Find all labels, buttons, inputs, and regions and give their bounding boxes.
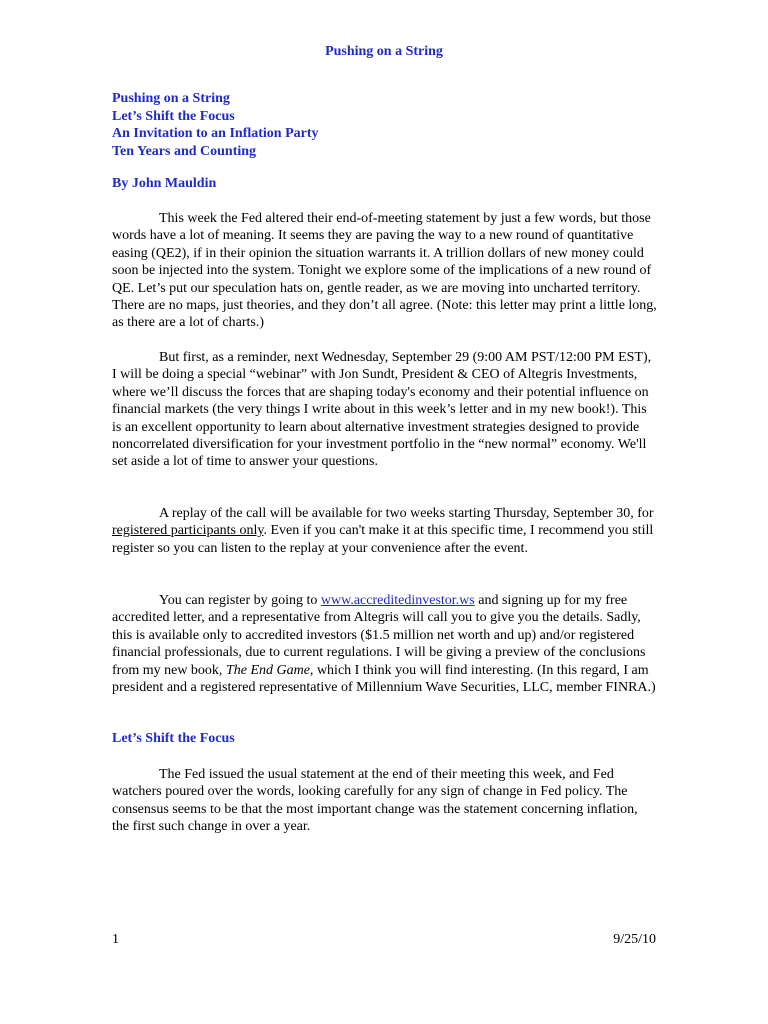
paragraph-webinar (112, 349, 657, 471)
toc-item: Let’s Shift the Focus (112, 108, 235, 124)
section-heading: Let’s Shift the Focus (112, 731, 235, 746)
table-of-contents (112, 90, 319, 160)
paragraph-text (112, 592, 657, 696)
paragraph-fed-statement (112, 766, 657, 836)
toc-item: Pushing on a String (112, 91, 230, 106)
paragraph-register (112, 592, 657, 696)
paragraph-replay (112, 505, 657, 557)
text-run: You can register by going to (159, 593, 321, 608)
paragraph-intro (112, 210, 657, 332)
text-run: which I think you will find interesting. (In this regard, I am president and a registered representative of Millennium Wave Securities, LLC, member FINRA.) (112, 662, 656, 696)
paragraph-text: But first, as a reminder, next Wednesday, September 29 (9:00 AM PST/12:00 PM EST), I will be doing a special “webinar” with Jon Sundt, President & CEO of Altegris Investments, where we’ll discuss the forces that are shaping today's economy and their potential influence on financial markets (the very things I write about in this week’s letter and in my new book!). This is an excellent opportunity to learn about alternative investment strategies designed to provide noncorrelated diversification for your investment portfolio in the “new normal” economy. We'll set aside a lot of time to answer your questions. (112, 350, 652, 470)
paragraph-text (112, 505, 657, 557)
page-header-title: Pushing on a String (325, 44, 443, 59)
text-run: . Even if you can't make it at this specific time, I recommend you still register so you can listen to the replay at your convenience after the event. (112, 523, 654, 556)
paragraph-text: The Fed issued the usual statement at the end of their meeting this week, and Fed watchers poured over the words, looking carefully for any sign of change in Fed policy. The consensus seems to be that the most important change was the statement concerning inflation, the first such change in over a year. (112, 767, 638, 835)
author-byline: By John Mauldin (112, 176, 217, 191)
paragraph-text: This week the Fed altered their end-of-meeting statement by just a few words, but those words have a lot of meaning. It seems they are paving the way to a new round of quantitative easing (QE2), if in their opinion the situation warrants it. A trillion dollars of new money could soon be injected into the system. Tonight we explore some of the implications of a new round of QE. Let’s put our speculation hats on, gentle reader, as we are moving into uncharted territory. There are no maps, just theories, and they don’t all agree. (Note: this letter may print a little long, as there are a lot of charts.) (112, 211, 657, 331)
footer-page-number: 1 (112, 932, 119, 947)
accredited-investor-link[interactable]: www.accreditedinvestor.ws (320, 593, 475, 608)
book-title: The End Game, (225, 662, 314, 678)
footer-date: 9/25/10 (613, 932, 656, 947)
toc-item: Ten Years and Counting (112, 143, 257, 159)
underlined-text: registered participants only (112, 523, 264, 539)
text-run: A replay of the call will be available for two weeks starting Thursday, September 30, for (159, 506, 654, 521)
toc-item: An Invitation to an Inflation Party (112, 126, 319, 141)
text-run: and signing up for my free accredited letter, and a representative from Altegris will call you to give you the details. Sadly, this is available only to accredited investors ($1.5 million net worth and up) and/or registered financial professionals, due to current regulations. I will be giving a preview of the conclusions from my new book, (112, 593, 646, 678)
